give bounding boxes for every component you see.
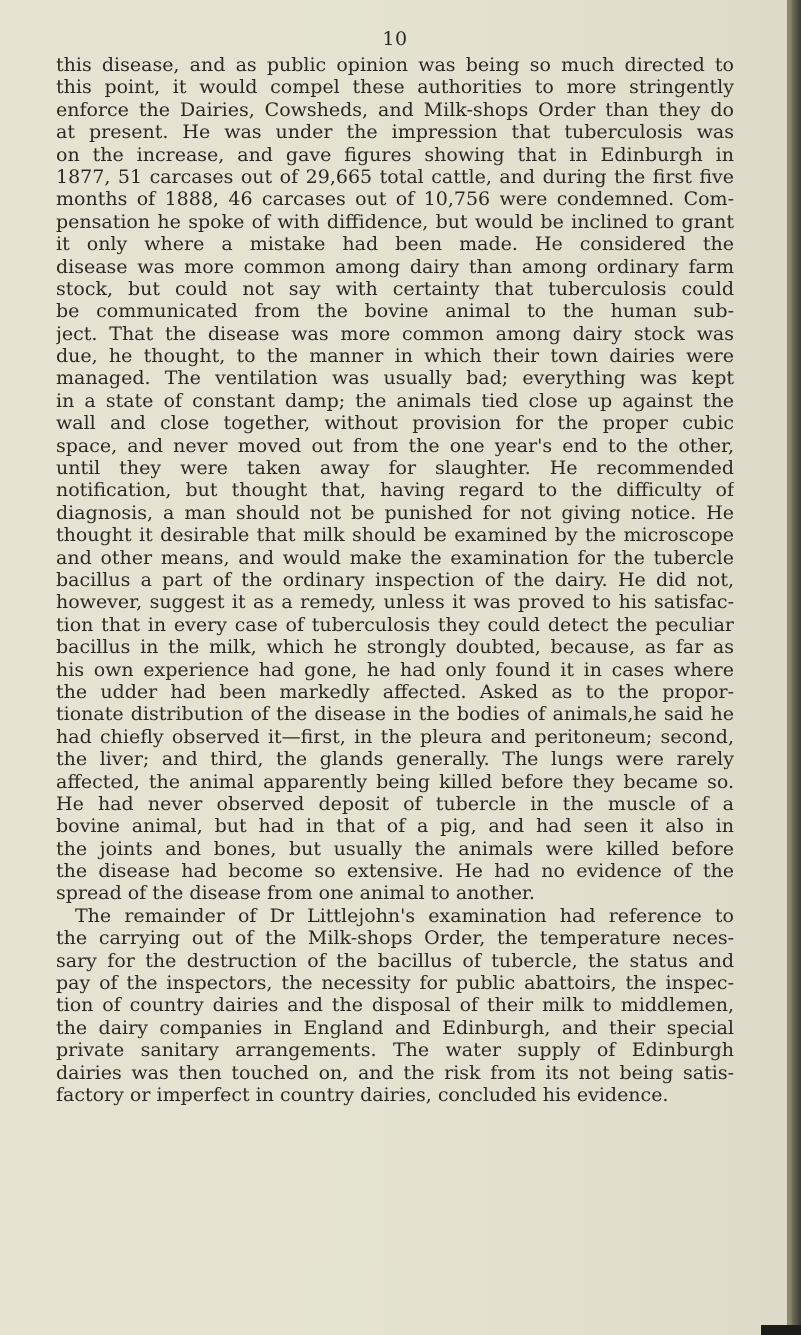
text-line: notification, but thought that, having regard to the difficulty of: [56, 479, 734, 502]
text-line: and other means, and would make the examination for the tubercle: [56, 546, 734, 569]
text-line: managed. The ventilation was usually bad; everything was kept: [56, 367, 734, 390]
text-line: in a state of constant damp; the animals tied close up against the: [56, 389, 734, 412]
text-line: however, suggest it as a remedy, unless it was proved to his satisfac-: [56, 591, 734, 614]
text-line: stock, but could not say with certainty that tuberculosis could: [56, 277, 734, 300]
text-line: disease was more common among dairy than among ordinary farm: [56, 255, 734, 278]
text-line: enforce the Dairies, Cowsheds, and Milk-shops Order than they do: [56, 98, 734, 121]
text-line: the carrying out of the Milk-shops Order, the temperature neces-: [56, 927, 734, 950]
text-line: factory or imperfect in country dairies, concluded his evidence.: [56, 1083, 669, 1106]
text-line: had chiefly observed it—first, in the pleura and peritoneum; second,: [56, 725, 734, 748]
text-line: private sanitary arrangements. The water supply of Edinburgh: [56, 1039, 734, 1062]
text-line: the disease had become so extensive. He had no evidence of the: [56, 860, 734, 883]
body-text: [56, 54, 734, 1106]
text-line: bacillus in the milk, which he strongly doubted, because, as far as: [56, 636, 734, 659]
text-line: months of 1888, 46 carcases out of 10,756 were condemned. Com-: [56, 188, 734, 211]
text-line: tion that in every case of tuberculosis they could detect the peculiar: [56, 613, 734, 636]
text-line: sary for the destruction of the bacillus of tubercle, the status and: [56, 949, 734, 972]
text-line: pay of the inspectors, the necessity for public abattoirs, the inspec-: [56, 972, 734, 995]
text-line: until they were taken away for slaughter. He recommended: [56, 457, 734, 480]
text-line: the dairy companies in England and Edinburgh, and their special: [56, 1016, 734, 1039]
text-line: this point, it would compel these authorities to more stringently: [56, 76, 734, 99]
page-number: 10: [382, 28, 408, 50]
text-line: He had never observed deposit of tubercle in the muscle of a: [56, 792, 734, 815]
text-line: tion of country dairies and the disposal of their milk to middlemen,: [56, 994, 734, 1017]
text-line: the liver; and third, the glands generally. The lungs were rarely: [56, 748, 734, 771]
text-line: his own experience had gone, he had only found it in cases where: [56, 658, 734, 681]
text-line: this disease, and as public opinion was being so much directed to: [56, 54, 734, 76]
text-line: be communicated from the bovine animal to the human sub-: [56, 300, 734, 323]
book-binding-edge: [787, 0, 801, 1335]
text-line: the udder had been markedly affected. Asked as to the propor-: [56, 680, 734, 703]
text-line: at present. He was under the impression that tuberculosis was: [56, 121, 734, 144]
scan-corner-mark: [761, 1325, 801, 1335]
text-line: pensation he spoke of with diffidence, but would be inclined to grant: [56, 210, 734, 233]
text-line: The remainder of Dr Littlejohn's examination had reference to: [75, 904, 734, 927]
text-line: wall and close together, without provision for the proper cubic: [56, 412, 734, 435]
text-line: the joints and bones, but usually the animals were killed before: [56, 837, 734, 860]
text-line: tionate distribution of the disease in the bodies of animals,he said he: [56, 703, 734, 726]
text-line: thought it desirable that milk should be examined by the microscope: [56, 524, 734, 547]
text-line: it only where a mistake had been made. He considered the: [56, 233, 734, 256]
text-line: due, he thought, to the manner in which their town dairies were: [56, 345, 734, 368]
text-line: 1877, 51 carcases out of 29,665 total cattle, and during the first five: [56, 165, 734, 188]
text-line: on the increase, and gave figures showing that in Edinburgh in: [56, 143, 734, 166]
text-line: bovine animal, but had in that of a pig, and had seen it also in: [56, 815, 734, 838]
text-line: spread of the disease from one animal to another.: [56, 882, 535, 905]
text-line: bacillus a part of the ordinary inspection of the dairy. He did not,: [56, 568, 734, 591]
text-line: ject. That the disease was more common among dairy stock was: [56, 322, 734, 345]
text-line: dairies was then touched on, and the risk from its not being satis-: [56, 1061, 734, 1084]
text-line: space, and never moved out from the one year's end to the other,: [56, 434, 734, 457]
text-line: diagnosis, a man should not be punished for not giving notice. He: [56, 501, 734, 524]
text-line: affected, the animal apparently being killed before they became so.: [56, 770, 734, 793]
